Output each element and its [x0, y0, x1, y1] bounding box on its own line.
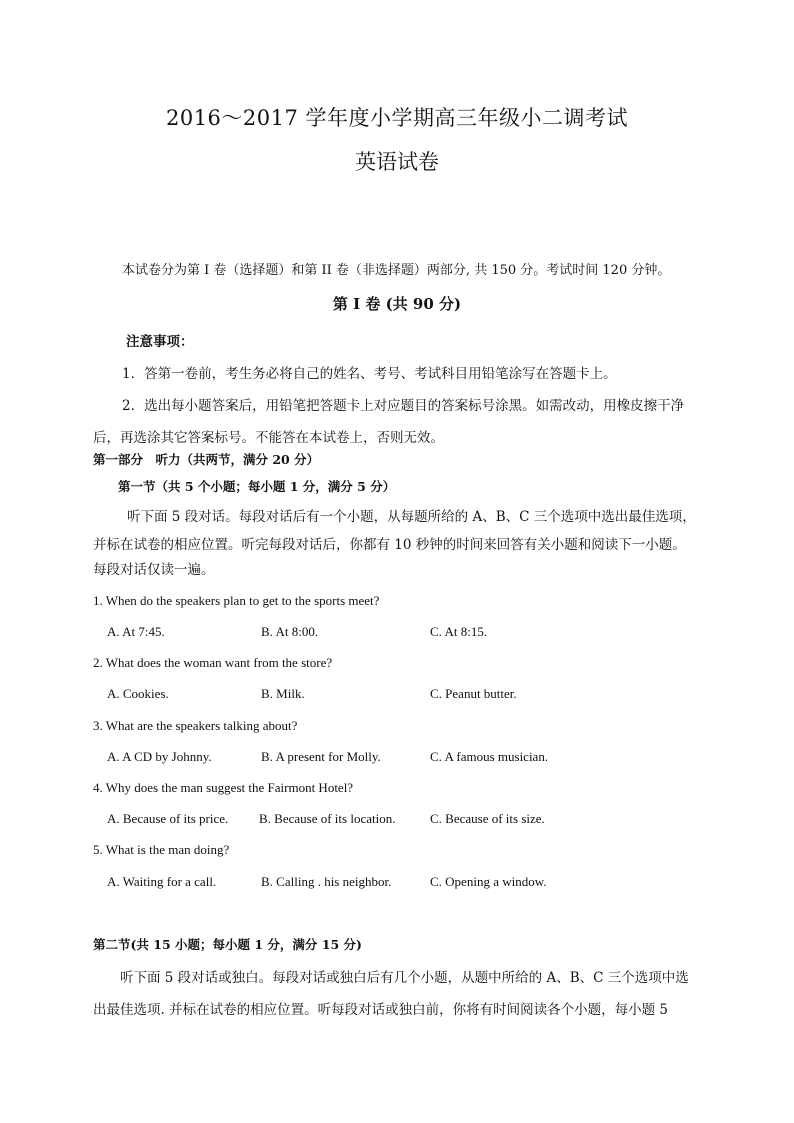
- exam-subtitle: 英语试卷: [355, 150, 439, 174]
- q4-option-b: B. Because of its location.: [259, 811, 396, 826]
- notice-item-2-line2: 后，再选涂其它答案标号。不能答在本试卷上，否则无效。: [93, 430, 444, 446]
- section1-heading: 第一节（共 5 个小题；每小题 1 分，满分 5 分）: [118, 479, 396, 494]
- section1-instruction-line3: 每段对话仅读一遍。: [93, 562, 215, 578]
- section2-instruction-line2: 出最佳选项. 并标在试卷的相应位置。听每段对话或独白前，你将有时间阅读各个小题，每小题 5: [93, 1002, 668, 1018]
- question-5: 5. What is the man doing?: [93, 842, 230, 857]
- q3-option-c: C. A famous musician.: [430, 749, 549, 764]
- section1-instruction-line1: 听下面 5 段对话。每段对话后有一个小题，从每题所给的 A、B、C 三个选项中选出最佳选项，: [127, 509, 696, 525]
- q4-option-a: A. Because of its price.: [107, 811, 229, 826]
- q5-option-b: B. Calling . his neighbor.: [261, 874, 392, 889]
- part1-heading: 第一部分 听力（共两节，满分 20 分）: [93, 452, 320, 467]
- q1-option-b: B. At 8:00.: [261, 624, 319, 639]
- section2-heading: 第二节(共 15 小题；每小题 1 分，满分 15 分): [93, 937, 362, 952]
- notice-item-2-line1: 2．选出每小题答案后，用铅笔把答题卡上对应题目的答案标号涂黑。如需改动，用橡皮擦干净: [122, 398, 685, 414]
- intro-text: 本试卷分为第 I 卷（选择题）和第 II 卷（非选择题）两部分, 共 150 分。考试时间 120 分钟。: [122, 263, 671, 278]
- q5-option-a: A. Waiting for a call.: [107, 874, 217, 889]
- q3-option-b: B. A present for Molly.: [261, 749, 381, 764]
- question-3: 3. What are the speakers talking about?: [93, 718, 298, 733]
- q5-option-c: C. Opening a window.: [430, 874, 547, 889]
- notice-title: 注意事项：: [126, 334, 194, 350]
- question-2: 2. What does the woman want from the store?: [93, 655, 333, 670]
- q2-option-a: A. Cookies.: [107, 686, 169, 701]
- q2-option-b: B. Milk.: [261, 686, 305, 701]
- q2-option-c: C. Peanut butter.: [430, 686, 517, 701]
- q1-option-c: C. At 8:15.: [430, 624, 488, 639]
- exam-title: 2016～2017 学年度小学期高三年级小二调考试: [165, 106, 629, 130]
- question-1: 1. When do the speakers plan to get to the sports meet?: [93, 593, 380, 608]
- q3-option-a: A. A CD by Johnny.: [107, 749, 212, 764]
- question-4: 4. Why does the man suggest the Fairmont Hotel?: [93, 780, 354, 795]
- paper1-heading: 第 I 卷 (共 90 分): [332, 295, 462, 313]
- section2-instruction-line1: 听下面 5 段对话或独白。每段对话或独白后有几个小题，从题中所给的 A、B、C 三个选项中选: [120, 970, 689, 986]
- q1-option-a: A. At 7:45.: [107, 624, 165, 639]
- notice-item-1: 1．答第一卷前，考生务必将自己的姓名、考号、考试科目用铅笔涂写在答题卡上。: [122, 366, 617, 382]
- q4-option-c: C. Because of its size.: [430, 811, 545, 826]
- section1-instruction-line2: 并标在试卷的相应位置。听完每段对话后，你都有 10 秒钟的时间来回答有关小题和阅读下一小题。: [93, 537, 686, 553]
